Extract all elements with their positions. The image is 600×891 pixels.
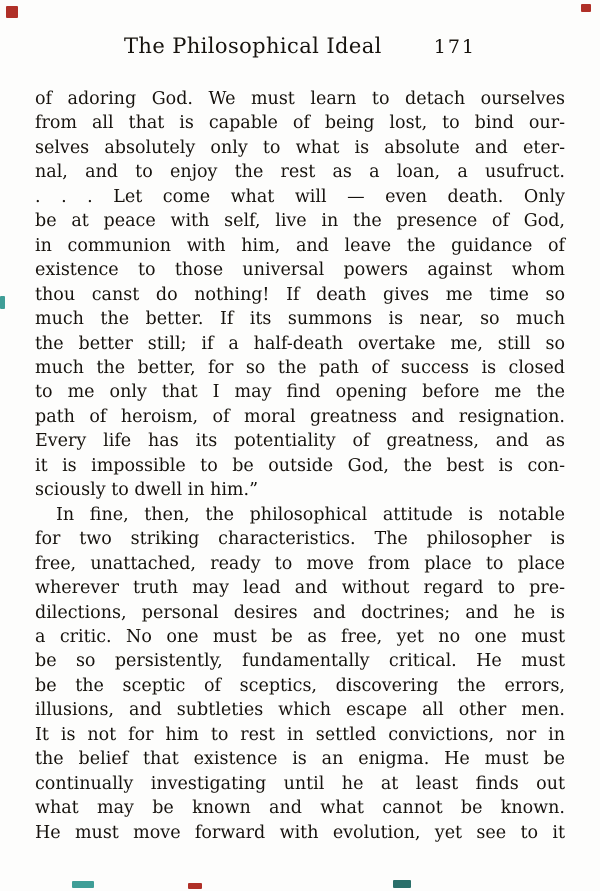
text-line: be the sceptic of sceptics, discovering the errors, (35, 675, 565, 696)
text-line: He must move forward with evolution, yet see to it (35, 822, 565, 843)
text-line: the better still; if a half-death overtake me, still so (35, 333, 565, 354)
text-line: in communion with him, and leave the guidance of (35, 235, 565, 256)
scan-mark-top-left (6, 6, 18, 18)
scan-mark-bottom-right (393, 880, 411, 888)
text-line: thou canst do nothing! If death gives me time so (35, 284, 565, 305)
text-line: It is not for him to rest in settled convictions, nor in (35, 724, 565, 745)
text-line: much the better. If its summons is near, so much (35, 309, 565, 330)
paragraph-continuation (35, 87, 565, 503)
page-title: The Philosophical Ideal (123, 34, 382, 58)
text-line: it is impossible to be outside God, the best is con- (35, 455, 565, 476)
text-line: to me only that I may find opening before me the (35, 382, 565, 403)
text-column (35, 34, 565, 845)
scan-mark-bottom-left (72, 881, 94, 888)
text-line: sciously to dwell in him.” (35, 480, 259, 501)
text-line: . . . Let come what will — even death. Only (35, 186, 565, 207)
text-line: continually investigating until he at least finds out (35, 773, 565, 794)
text-line: be at peace with self, live in the presence of God, (35, 211, 565, 232)
text-line: of adoring God. We must learn to detach ourselves (35, 89, 565, 109)
text-line: from all that is capable of being lost, to bind our- (35, 113, 565, 134)
text-line: much the better, for so the path of success is closed (35, 357, 565, 378)
text-line: wherever truth may lead and without regard to pre- (35, 578, 565, 599)
paragraph-in-fine (35, 503, 565, 845)
text-line: be so persistently, fundamentally critical. He must (35, 651, 565, 672)
text-line: In fine, then, the philosophical attitude is notable (56, 504, 565, 525)
text-line: a critic. No one must be as free, yet no one must (35, 626, 565, 647)
text-line: Every life has its potentiality of greatness, and as (35, 431, 565, 452)
text-line: what may be known and what cannot be known. (35, 798, 565, 819)
running-head (35, 34, 565, 58)
text-line: for two striking characteristics. The philosopher is (35, 529, 565, 550)
text-line: nal, and to enjoy the rest as a loan, a usufruct. (35, 162, 565, 183)
body-text (35, 87, 565, 845)
text-line: selves absolutely only to what is absolute and eter- (35, 137, 565, 158)
text-line: path of heroism, of moral greatness and resignation. (35, 406, 565, 427)
text-line: illusions, and subtleties which escape all other men. (35, 700, 565, 721)
text-line: the belief that existence is an enigma. He must be (35, 749, 565, 770)
scan-mark-left-edge (0, 296, 5, 309)
page-number: 171 (433, 36, 476, 58)
text-line: dilections, personal desires and doctrines; and he is (35, 602, 565, 623)
text-line: existence to those universal powers against whom (35, 260, 565, 281)
scan-mark-top-right (581, 4, 591, 12)
scan-mark-bottom-mid (188, 883, 202, 889)
text-line: free, unattached, ready to move from place to place (35, 553, 565, 574)
